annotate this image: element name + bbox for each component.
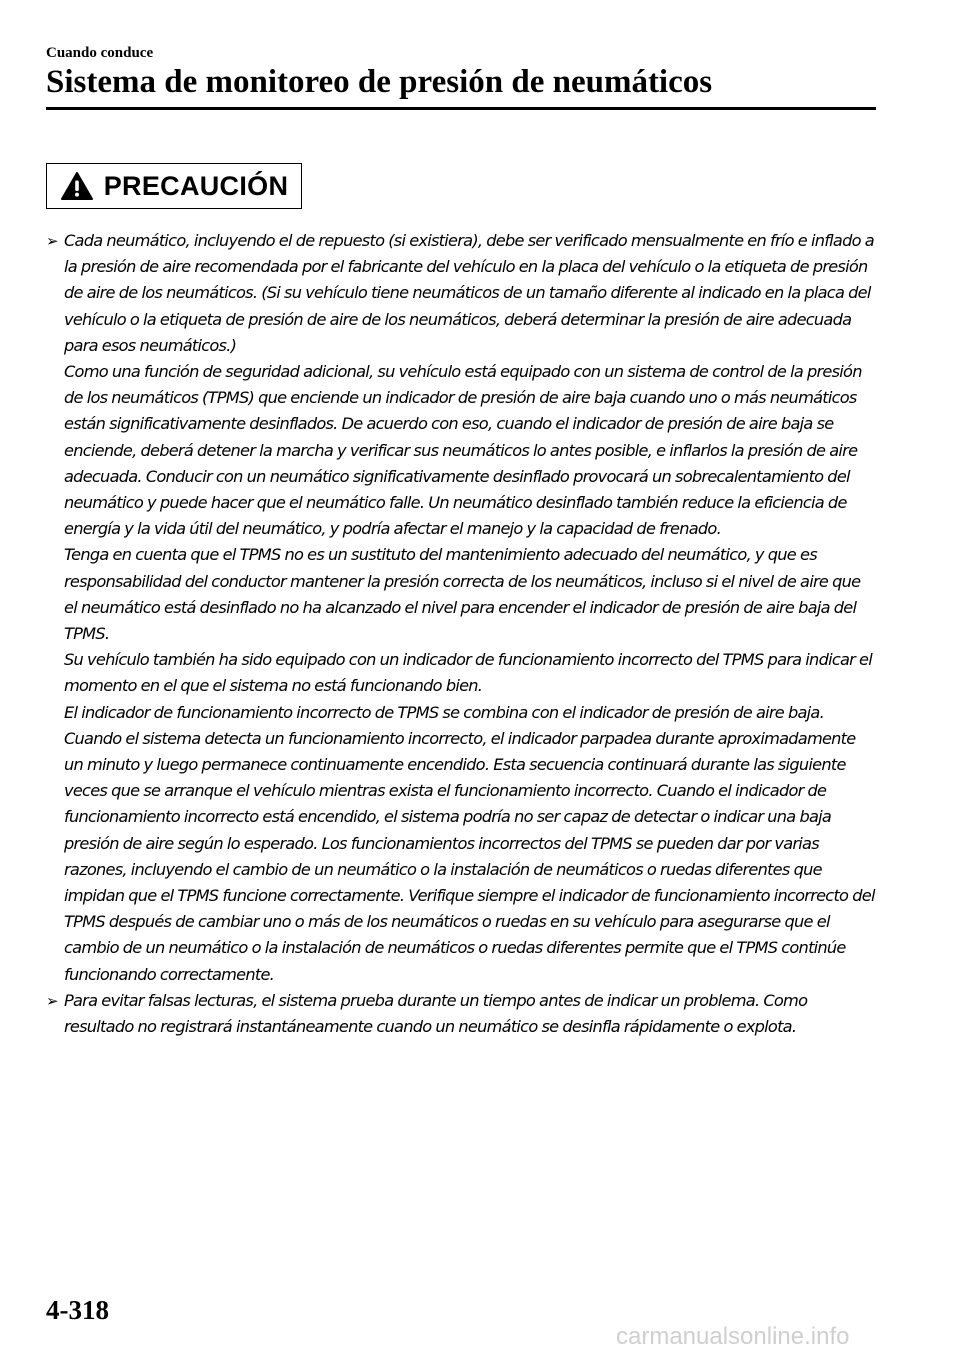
page-number: 4-318 <box>46 1295 109 1325</box>
page-title: Sistema de monitoreo de presión de neumáticos <box>46 64 713 100</box>
paragraph-false-readings: Para evitar falsas lecturas, el sistema prueba durante un tiempo antes de indicar un problema. Como resultado no registrará instantáneamente cuando un neumático se desinfla rápidamente o explota. <box>64 990 808 1037</box>
caution-body <box>46 228 876 1040</box>
paragraph-tpms-not-substitute: Tenga en cuenta que el TPMS no es un sustituto del mantenimiento adecuado del neumático, y que es responsabilidad del conductor mantener la presión correcta de los neumáticos, incluso si el nivel de aire que el neumático está desinflado no ha alcanzado el nivel para encender el indicador de presión de aire baja del TPMS. <box>64 545 861 644</box>
warning-triangle-icon <box>60 171 94 201</box>
section-label: Cuando conduce <box>46 45 154 61</box>
bullet-arrow-icon: ➢ <box>46 991 59 1010</box>
caution-heading-box <box>46 163 302 209</box>
paragraph-tpms-function: Como una función de seguridad adicional, su vehículo está equipado con un sistema de control de la presión de los neumáticos (TPMS) que enciende un indicador de presión de aire baja cuando uno o más neumáticos están significativamente desinflados. De acuerdo con eso, cuando el indicador de presión de aire baja se enciende, deberá detener la marcha y verificar sus neumáticos lo antes posible, e inflarlos la presión de aire adecuada. Conducir con un neumático significativamente desinflado provocará un sobrecalentamiento del neumático y puede hacer que el neumático falle. Un neumático desinflado también reduce la eficiencia de energía y la vida útil del neumático, y podría afectar el manejo y la capacidad de frenado. <box>64 362 862 539</box>
header-divider <box>46 107 876 110</box>
paragraph-malfunction-behavior: El indicador de funcionamiento incorrecto de TPMS se combina con el indicador de presión de aire baja. Cuando el sistema detecta un funcionamiento incorrecto, el indicador parpadea durante aproximadamente un minuto y luego permanece continuamente encendido. Esta secuencia continuará durante las siguiente veces que se arranque el vehículo mientras exista el funcionamiento incorrecto. Cuando el indicador de funcionamiento incorrecto está encendido, el sistema podría no ser capaz de detectar o indicar una baja presión de aire según lo esperado. Los funcionamientos incorrectos del TPMS se pueden dar por varias razones, incluyendo el cambio de un neumático o la instalación de neumáticos o ruedas diferentes que impidan que el TPMS funcione correctamente. Verifique siempre el indicador de funcionamiento incorrecto del TPMS después de cambiar uno o más de los neumáticos o ruedas en su vehículo para asegurarse que el cambio de un neumático o la instalación de neumáticos o ruedas diferentes permite que el TPMS continúe funcionando correctamente. <box>64 702 875 984</box>
bullet-item-false-readings <box>46 988 876 1040</box>
bullet-item-tpms-info <box>46 228 876 988</box>
caution-label: PRECAUCIÓN <box>103 171 289 201</box>
paragraph-malfunction-indicator: Su vehículo también ha sido equipado con un indicador de funcionamiento incorrecto del TPMS para indicar el momento en el que el sistema no está funcionando bien. <box>64 650 873 696</box>
watermark-text: carmanualsonline.info <box>616 1323 850 1350</box>
paragraph-monthly-check: Cada neumático, incluyendo el de repuesto (si existiera), debe ser verificado mensualmente en frío e inflado a la presión de aire recomendada por el fabricante del vehículo en la placa del vehículo o la etiqueta de presión de aire de los neumáticos. (Si su vehículo tiene neumáticos de un tamaño diferente al indicado en la placa del vehículo o la etiqueta de presión de aire de los neumáticos, deberá determinar la presión de aire adecuada para esos neumáticos.) <box>64 231 874 355</box>
bullet-arrow-icon: ➢ <box>46 232 59 250</box>
